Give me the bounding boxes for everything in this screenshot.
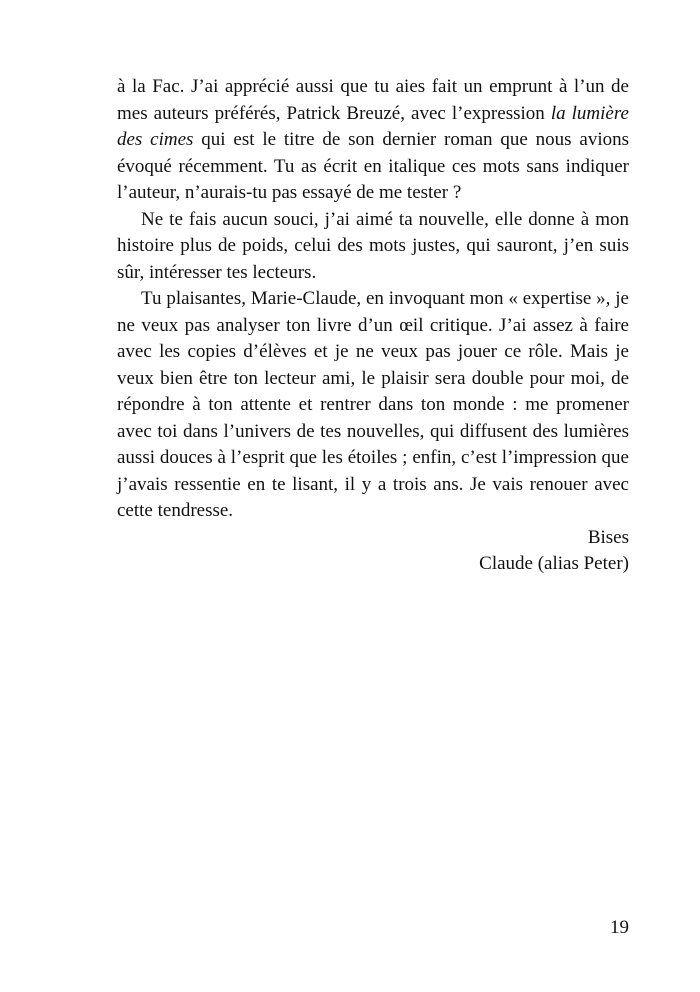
letter-paragraphs [117, 74, 629, 525]
text-run: Ne te fais aucun souci, j’ai aimé ta nouvelle, elle donne à mon histoire plus de poids, celui des mots justes, qui sauront, j’en suis sûr, intéresser tes lecteurs. [117, 208, 629, 283]
paragraph [117, 74, 629, 207]
paragraph [117, 286, 629, 525]
text-run: à la Fac. J’ai apprécié aussi que tu aies fait un emprunt à l’un de mes auteurs préférés, Patrick Breuzé, avec l’expression [117, 76, 629, 124]
text-run: qui est le titre de son dernier roman que nous avions évoqué récemment. Tu as écrit en italique ces mots sans indiquer l’auteur, n’aurais-tu pas essayé de me tester ? [117, 129, 629, 203]
paragraph [117, 207, 629, 287]
closing: Bises [587, 526, 629, 548]
signature: Claude (alias Peter) [479, 553, 629, 574]
letter-body [117, 74, 629, 578]
text-run: Tu plaisantes, Marie-Claude, en invoquant mon « expertise », je ne veux pas analyser ton livre d’un œil critique. J’ai assez à faire avec les copies d’élèves et je ne veux pas jouer ce rôle. Mais je veux bien être ton lecteur ami, le plaisir sera double pour moi, de répondre à ton attente et rentrer dans ton monde : me promener avec toi dans l’univers de tes nouvelles, qui diffusent des lumières aussi douces à l’esprit que les étoiles ; enfin, c’est l’impression que j’avais ressentie en te lisant, il y a trois ans. Je vais renouer avec cette tendresse. [117, 288, 629, 521]
italic-title: la lumière des cimes [117, 102, 629, 150]
page-number: 19 [610, 917, 629, 938]
